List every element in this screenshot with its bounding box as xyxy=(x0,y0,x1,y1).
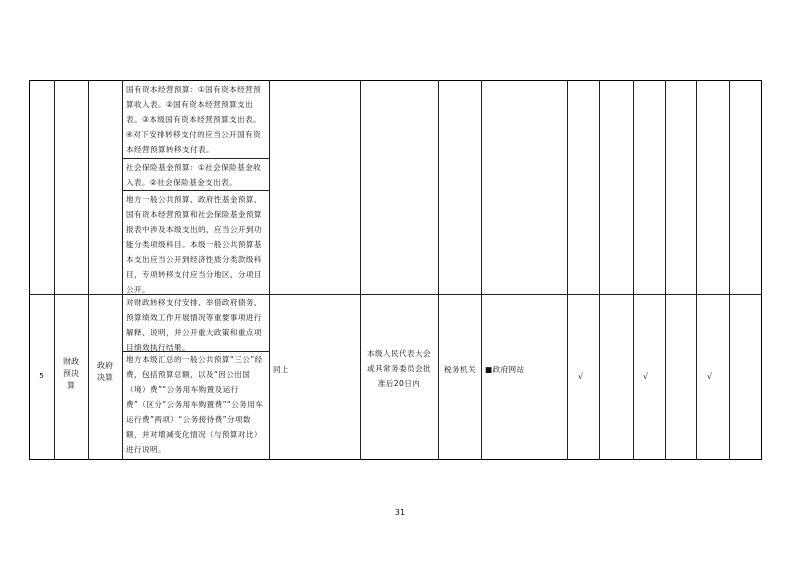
category-cell: 财政预决算 xyxy=(63,357,79,390)
table-right-border xyxy=(761,80,762,460)
timeframe-cell: 本级人民代表大会或其常务委员会批准后20日内 xyxy=(367,349,431,388)
content-cell-state-capital-budget: 国有资本经营预算：①国有资本经营预算收入表。②国有资本经营预算支出表。③本级国有资本经营预算支出表。④对下安排转移支付的应当公开国有资本经营预算转移支付表。 xyxy=(126,85,262,154)
channel-cell: ■政府网站 xyxy=(485,365,525,374)
column-divider xyxy=(122,80,123,460)
column-divider xyxy=(54,80,55,460)
table-bottom-border xyxy=(29,459,762,460)
column-divider xyxy=(360,80,361,460)
content-cell-disclosure-scope: 地方一般公共预算、政府性基金预算、国有资本经营预算和社会保险基金预算报表中涉及本级支出的，应当公开到功能分类项级科目。本级一般公共预算基本支出应当公开到经济性质分类款级科目，专项转移支付应当分地区、分项目公开。 xyxy=(126,195,262,294)
column-divider xyxy=(88,80,89,460)
column-divider xyxy=(599,80,600,460)
check-mark: √ xyxy=(707,372,713,381)
row-divider xyxy=(122,190,269,191)
subcategory-cell: 政府决算 xyxy=(97,361,113,382)
basis-cell: 同上 xyxy=(273,365,289,374)
column-divider xyxy=(438,80,439,460)
disclosure-table xyxy=(29,80,762,460)
column-divider xyxy=(665,80,666,460)
column-divider xyxy=(633,80,634,460)
check-mark: √ xyxy=(578,372,584,381)
row-index: 5 xyxy=(39,372,44,380)
table-left-border xyxy=(29,80,30,460)
column-divider xyxy=(729,80,730,460)
page-number: 31 xyxy=(394,508,406,517)
content-cell-social-insurance-budget: 社会保险基金预算：①社会保险基金收入表。②社会保险基金支出表。 xyxy=(126,163,262,187)
subject-cell: 税务机关 xyxy=(444,365,476,374)
content-cell-transfer-payments: 对财政转移支付安排、举借政府债务、预算绩效工作开展情况等重要事项进行解释、说明，并公开重大政策和重点项目绩效执行结果。 xyxy=(126,298,262,352)
table-top-border xyxy=(29,80,762,81)
column-divider xyxy=(696,80,697,460)
column-divider xyxy=(481,80,482,460)
row-divider xyxy=(122,158,269,159)
column-divider xyxy=(269,80,270,460)
column-divider xyxy=(567,80,568,460)
check-mark: √ xyxy=(643,372,649,381)
content-cell-three-public-expenses: 地方本级汇总的一般公共预算“三公”经费，包括预算总额，以及“因公出国（境）费”“公务用车购置及运行费”（区分“公务用车购置费”“公务用车运行费”两项）“公务接待费”分项数额，并对增减变化情况（与预算对比）进行说明。 xyxy=(126,355,264,454)
